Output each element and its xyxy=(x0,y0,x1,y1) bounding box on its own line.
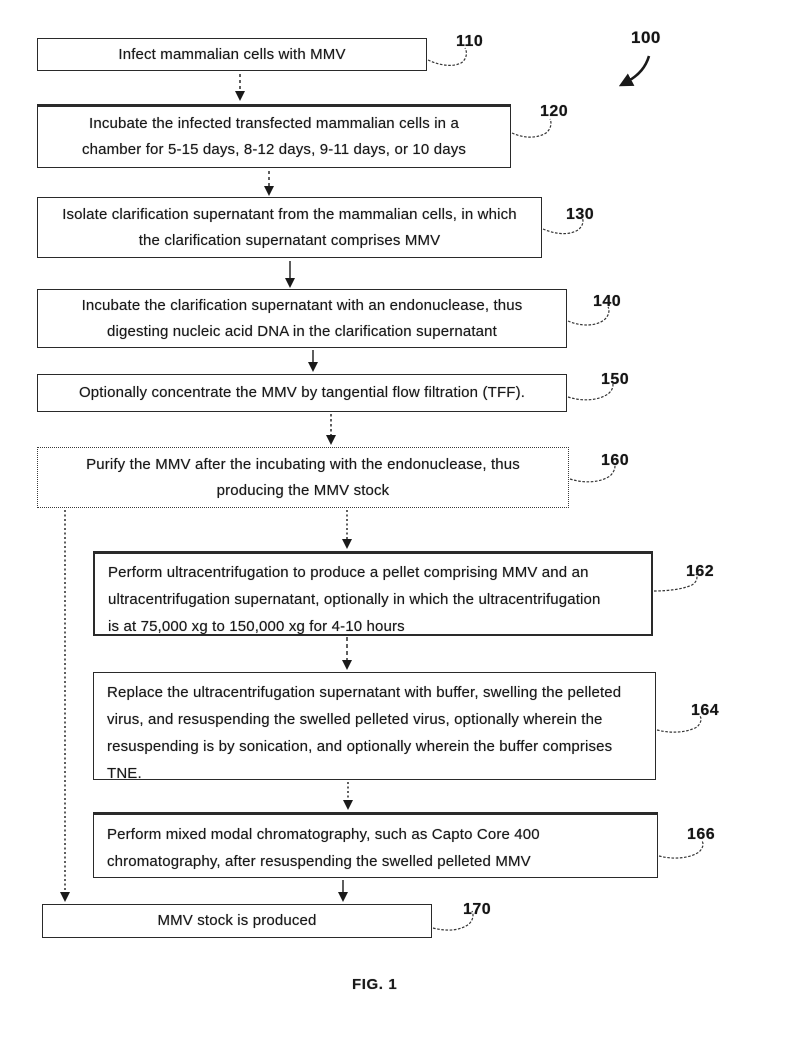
step-ref-120: 120 xyxy=(540,103,569,120)
step-ref-110: 110 xyxy=(456,33,484,50)
step-ref-160: 160 xyxy=(601,452,630,469)
figure-caption: FIG. 1 xyxy=(352,976,398,993)
leader-120 xyxy=(512,119,551,137)
step-ref-150: 150 xyxy=(601,371,630,388)
step-ref-170: 170 xyxy=(463,901,492,918)
step-box-140: Incubate the clarification supernatant with an endonuclease, thus digesting nucleic acid DNA in the clarification supernatant xyxy=(37,289,567,348)
step-ref-130: 130 xyxy=(566,206,595,223)
step-box-150: Optionally concentrate the MMV by tangential flow filtration (TFF). xyxy=(37,374,567,412)
step-box-120: Incubate the infected transfected mammalian cells in a chamber for 5-15 days, 8-12 days, 9-11 days, or 10 days xyxy=(37,104,511,168)
step-ref-164: 164 xyxy=(691,702,720,719)
diagram-ref-arrow xyxy=(625,56,649,83)
step-box-170: MMV stock is produced xyxy=(42,904,432,938)
step-box-160: Purify the MMV after the incubating with the endonuclease, thus producing the MMV stock xyxy=(37,447,569,508)
step-box-130: Isolate clarification supernatant from the mammalian cells, in which the clarification supernatant comprises MMV xyxy=(37,197,542,258)
step-ref-162: 162 xyxy=(686,563,715,580)
step-box-110: Infect mammalian cells with MMV xyxy=(37,38,427,71)
step-box-164: Replace the ultracentrifugation supernatant with buffer, swelling the pelleted virus, and resuspending the swelled pelleted virus, optionally wherein the resuspending is by sonication, and optionally wherein the buffer comprises TNE. xyxy=(93,672,656,780)
step-box-166: Perform mixed modal chromatography, such as Capto Core 400 chromatography, after resuspending the swelled pelleted MMV xyxy=(93,812,658,878)
diagram-ref-label: 100 xyxy=(631,28,661,47)
step-ref-166: 166 xyxy=(687,826,716,843)
step-ref-140: 140 xyxy=(593,293,622,310)
step-box-162: Perform ultracentrifugation to produce a pellet comprising MMV and an ultracentrifugation supernatant, optionally in which the ultracentrifugation is at 75,000 xg to 150,000 xg for 4-10 hours xyxy=(93,551,653,636)
